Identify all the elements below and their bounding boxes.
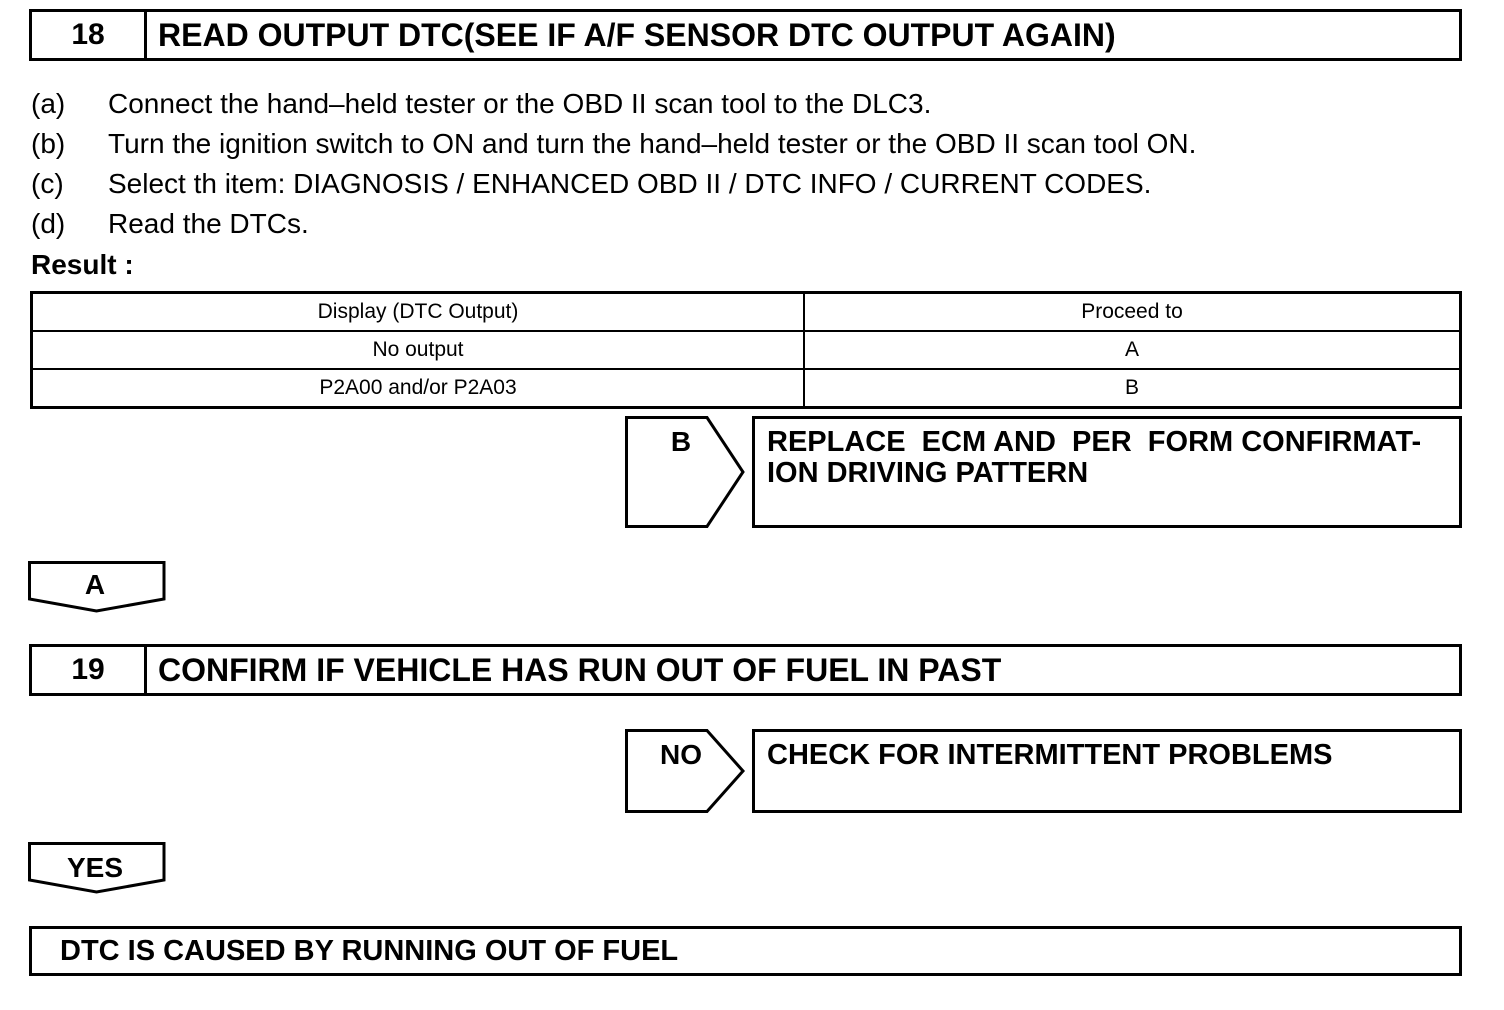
table-row — [32, 369, 1461, 408]
step-title: READ OUTPUT DTC(SEE IF A/F SENSOR DTC OUTPUT AGAIN) — [158, 16, 1116, 53]
step-18-header — [29, 9, 1462, 61]
procedure-item — [31, 204, 1451, 244]
branch-b-line-2: ION DRIVING PATTERN — [767, 457, 1089, 489]
branch-b-outcome-box — [752, 416, 1462, 528]
branch-yes-tag: YES — [66, 852, 124, 883]
procedure-label: (b) — [31, 128, 66, 159]
procedure-text: Read the DTCs. — [108, 208, 309, 239]
table-cell: No output — [32, 331, 805, 369]
procedure-label: (d) — [31, 208, 66, 239]
step-19-header — [29, 644, 1462, 696]
table-header-row — [32, 293, 1461, 332]
procedure-item — [31, 164, 1451, 204]
branch-no-outcome-box — [752, 729, 1462, 813]
step-number: 18 — [32, 12, 147, 58]
procedure-text: Connect the hand–held tester or the OBD II scan tool to the DLC3. — [108, 88, 932, 119]
branch-b-tag: B — [670, 426, 692, 457]
step-number: 19 — [32, 647, 147, 693]
procedure-label: (a) — [31, 88, 66, 119]
step-title: CONFIRM IF VEHICLE HAS RUN OUT OF FUEL IN PAST — [158, 651, 1002, 688]
procedure-item — [31, 84, 1451, 124]
procedure-list — [31, 84, 1451, 244]
conclusion-box — [29, 926, 1462, 976]
conclusion-text: DTC IS CAUSED BY RUNNING OUT OF FUEL — [60, 934, 679, 967]
result-table — [30, 291, 1462, 409]
procedure-text: Turn the ignition switch to ON and turn the hand–held tester or the OBD II scan tool ON. — [108, 128, 1197, 159]
procedure-label: (c) — [31, 168, 64, 199]
table-header-cell: Proceed to — [804, 293, 1461, 332]
table-header-cell: Display (DTC Output) — [32, 293, 805, 332]
table-cell: A — [804, 331, 1461, 369]
table-row — [32, 331, 1461, 369]
procedure-text: Select th item: DIAGNOSIS / ENHANCED OBD II / DTC INFO / CURRENT CODES. — [108, 168, 1152, 199]
branch-no-tag: NO — [660, 739, 702, 770]
table-cell: B — [804, 369, 1461, 408]
procedure-item — [31, 124, 1451, 164]
branch-no-text: CHECK FOR INTERMITTENT PROBLEMS — [767, 739, 1333, 771]
branch-a-tag: A — [84, 569, 106, 600]
branch-b-line-1: REPLACE ECM AND PER FORM CONFIRMAT- — [767, 426, 1422, 458]
result-label: Result : — [31, 249, 134, 280]
table-cell: P2A00 and/or P2A03 — [32, 369, 805, 408]
